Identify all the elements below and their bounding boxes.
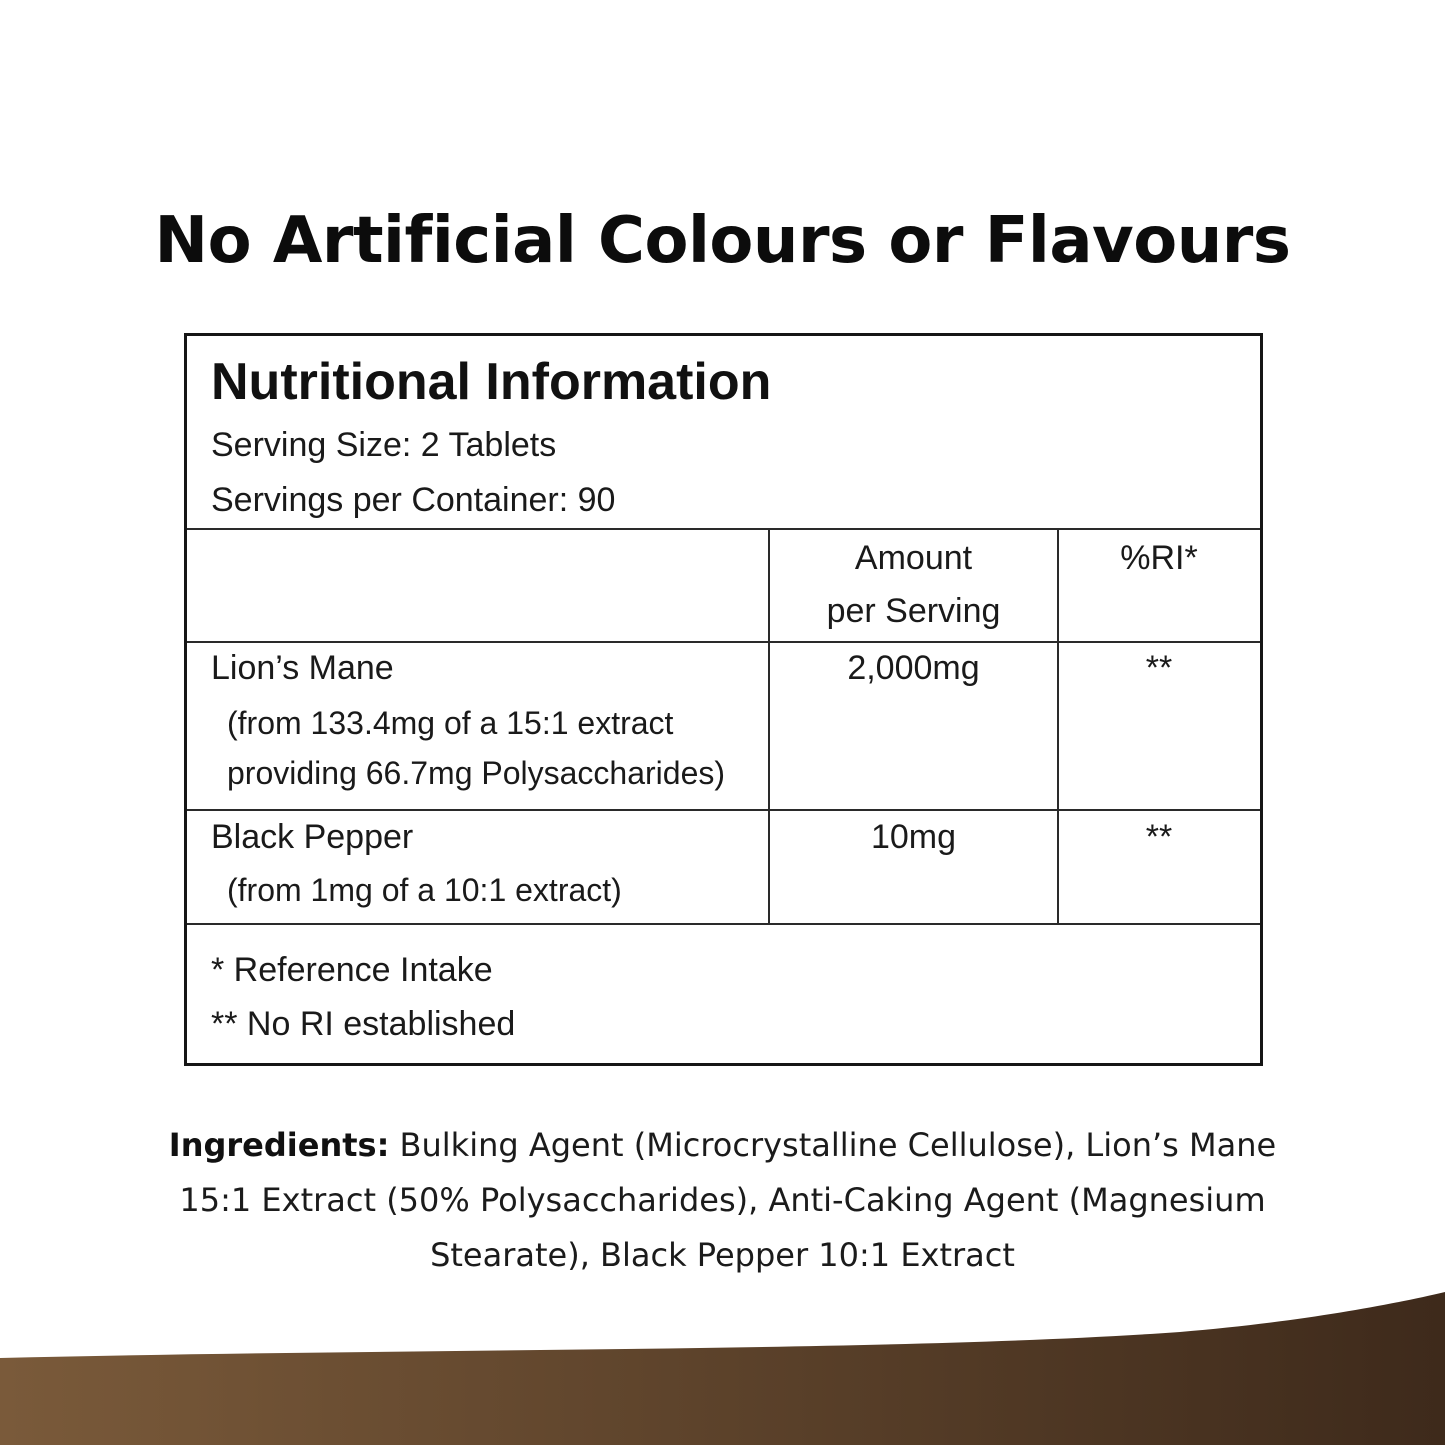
column-amount-line1: Amount [854, 539, 973, 577]
divider-row-1 [187, 641, 1260, 643]
panel-title: Nutritional Information [211, 353, 772, 411]
divider-footer [187, 923, 1260, 925]
ingredients-label: Ingredients: [168, 1126, 390, 1164]
servings-per-container: Servings per Container: 90 [211, 481, 616, 519]
headline: No Artificial Colours or Flavours [154, 204, 1291, 278]
row-black-pepper-amount: 10mg [870, 818, 957, 856]
divider-col-2 [1057, 528, 1059, 925]
row-lions-mane-name: Lion’s Mane [211, 649, 394, 687]
row-lions-mane-ri: ** [1145, 649, 1173, 687]
row-black-pepper-name: Black Pepper [211, 818, 414, 856]
ingredients-text: Bulking Agent (Microcrystalline Cellulose), Lion’s Mane 15:1 Extract (50% Polysaccharides), Anti-Caking Agent (Magnesium Stearate), Black Pepper 10:1 Extract [179, 1126, 1277, 1274]
serving-size: Serving Size: 2 Tablets [211, 426, 557, 464]
column-amount-line2: per Serving [826, 592, 1001, 630]
footnote-reference-intake: * Reference Intake [211, 951, 493, 989]
brown-wave-decoration [0, 1280, 1445, 1445]
nutrition-panel [184, 333, 1263, 1066]
ingredients-paragraph [130, 1118, 1315, 1283]
divider-col-1 [768, 528, 770, 925]
divider-header [187, 528, 1260, 530]
wave-shape [0, 1292, 1445, 1445]
row-black-pepper-ri: ** [1145, 818, 1173, 856]
footnote-no-ri: ** No RI established [211, 1005, 516, 1043]
divider-row-2 [187, 809, 1260, 811]
row-lions-mane-detail-1: (from 133.4mg of a 15:1 extract [227, 705, 674, 741]
row-lions-mane-detail-2: providing 66.7mg Polysaccharides) [227, 755, 726, 791]
row-black-pepper-detail: (from 1mg of a 10:1 extract) [227, 872, 622, 908]
column-ri: %RI* [1120, 539, 1198, 577]
row-lions-mane-amount: 2,000mg [847, 649, 980, 687]
